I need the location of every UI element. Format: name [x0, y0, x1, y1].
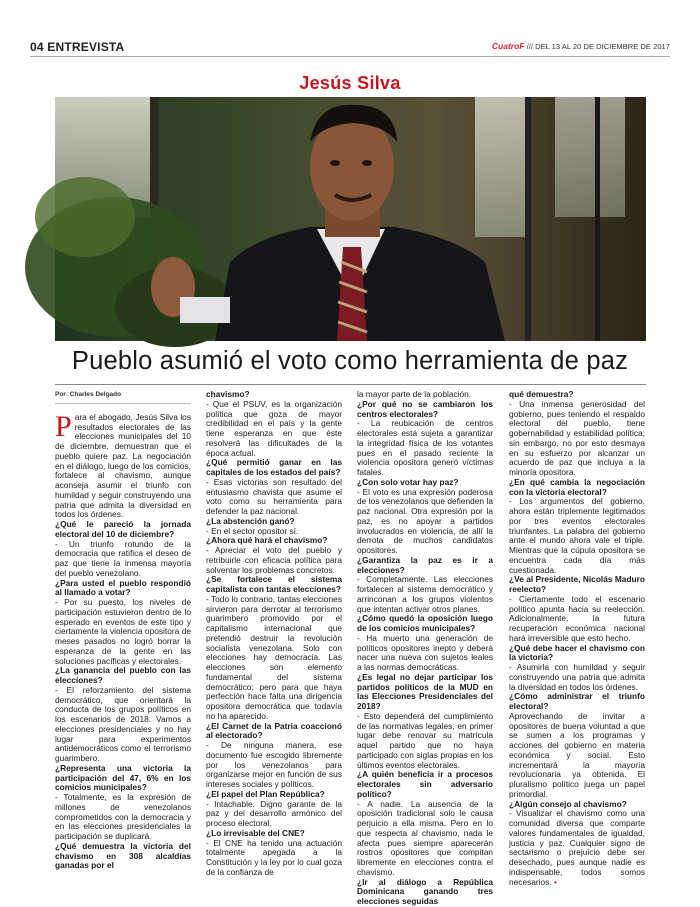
interview-answer: - Completamente. Las elecciones fortalecen al sistema democrático y arrinconan a los grupos violentos que intentan activar otros planes.	[357, 574, 493, 614]
interview-question: ¿En qué cambia la negociación con la victoria electoral?	[509, 476, 645, 497]
interview-answer: - El CNE ha tenido una actuación totalmente apegada a la Constitución y la ley por lo cual goza de la confianza de	[206, 837, 342, 877]
article-column-3	[357, 389, 493, 906]
interview-answer: - Todo lo contrario, tantas elecciones sirvieron para derrotar al terrorismo guarimbero promovido por el capitalismo internacional que pretendió destruir la revolución socialista venezolana. Solo con elecciones hay democracia. Las elecciones son elemento fundamental del sistema democrático; pero para que haya perfección hace falta una dirigencia opositora democrática que todavía no ha aparecido.	[206, 593, 342, 721]
article-body	[55, 389, 646, 906]
interview-answer: - A nadie. La ausencia de la oposición tradicional solo le causa perjuicio a ella misma. Pero en lo que respecta al chavismo, nada le afecta pues siempre aparecerán rostros opositores que compitan libremente en elecciones contra el chavismo.	[357, 798, 493, 877]
portrait-illustration	[55, 97, 646, 341]
interview-answer: - El voto es una expresión poderosa de los venezolanos que defienden la paz nacional. Otra expresión por la paz, es no apoyar a partidos involucrados en violencia, de allí la derrota de muchos candidatos opositores.	[357, 486, 493, 555]
interview-question: ¿Con solo votar hay paz?	[357, 476, 459, 487]
interview-question: ¿Garantiza la paz es ir a elecciones?	[357, 554, 493, 575]
interview-question: ¿Es legal no dejar participar los partidos políticos de la MUD en las Elecciones Presidenciales del 2018?	[357, 671, 493, 711]
interview-question: ¿A quién beneficia ir a procesos electorales sin adversario político?	[357, 769, 493, 799]
interview-question: ¿El papel del Plan República?	[206, 788, 325, 799]
interview-question: ¿El Carnet de la Patria coaccionó al electorado?	[206, 720, 342, 741]
interview-question: ¿La ganancia del pueblo con las elecciones?	[55, 665, 191, 685]
page-header	[30, 40, 670, 57]
interview-answer: la mayor parte de la población.	[357, 389, 472, 399]
interview-answer: - La reubicación de centros electorales está sujeta a garantizar la integridad física de los votantes pues en el pasado reciente la violencia opositora generó víctimas fatales.	[357, 418, 493, 477]
interviewee-name: Jesús Silva	[299, 73, 401, 93]
interview-answer: - De ninguna manera, ese documento fue escogido libremente por los venezolanos para organizarse mejor en función de sus intereses sociales y políticos.	[206, 740, 342, 789]
headline: Pueblo asumió el voto como herramienta de paz	[71, 347, 629, 375]
article-column-2	[206, 389, 342, 877]
interview-answer: - Totalmente, es la expresión de millones de venezolanos comprometidos con la democracia y en las elecciones presidenciales la participación se duplicará.	[55, 792, 191, 841]
interview-answer: ara el abogado, Jesús Silva los resultados electorales de las elecciones municipales del 10 de diciembre, demuestran que el pueblo quiere paz. La negociación en el diálogo, luego de los comicios, fortalece al chavismo, aunque aconseja asumir el triunfo con humildad y seguir construyendo una patria que admita la diversidad en todos los órdenes.	[55, 411, 191, 520]
interviewee-photo	[55, 97, 646, 341]
interview-question: ¿Qué demuestra la victoria del chavismo en 308 alcaldías ganadas por el	[55, 840, 191, 871]
interview-answer: - Intachable. Digno garante de la paz y del desarrollo armónico del proceso electoral.	[206, 798, 342, 828]
interview-answer: - Que el PSUV, es la organización política que goza de mayor credibilidad en el país y la gente tiene esperanza en que éste resolverá las dificultades de la época actual.	[206, 398, 342, 458]
interview-answer: - Apreciar el voto del pueblo y retribuirle con eficacia política para solventar los problemas concretos.	[206, 545, 342, 575]
interview-question: ¿Ir al diálogo a República Dominicana ganando tres elecciones seguidas	[357, 876, 493, 906]
headline-divider	[55, 384, 646, 385]
interview-question: ¿Para usted el pueblo respondió al llamado a votar?	[55, 577, 191, 598]
interview-answer: - El reforzamiento del sistema democrático, que orientará la conducta de los grupos políticos en los escenarios de 2018. Vamos a elecciones presidenciales y no hay lugar para experimentos antidemocráticos como el terrorismo guarimbero.	[55, 684, 191, 763]
interview-answer: - Una inmensa generosidad del gobierno, pues teniendo el respaldo electoral del pueblo, tiene gobernabilidad y estabilidad política; sin embargo, no por esto desmaya en su esfuerzo por alcanzar un acuerdo de paz que incluya a la minoría opositora.	[509, 398, 645, 477]
interview-question: ¿Representa una victoria la participación del 47, 6% en los comicios municipales?	[55, 762, 191, 793]
interview-answer: - En el sector opositor sí.	[206, 525, 299, 536]
interview-question: ¿Algún consejo al chavismo?	[509, 798, 627, 809]
interview-question: qué demuestra?	[509, 389, 574, 399]
interview-answer: - Un triunfo rotundo de la democracia que ratifica el deseo de paz que tiene la inmensa mayoría del pueblo venezolano.	[55, 538, 191, 578]
issue-dateline	[492, 41, 670, 51]
interview-question: ¿Ahora qué hará el chavismo?	[206, 535, 328, 546]
interview-question: ¿Qué debe hacer el chavismo con la victoria?	[509, 642, 645, 663]
interview-question: ¿Ve al Presidente, Nicolás Maduro reelecto?	[509, 574, 645, 594]
interview-question: ¿Cómo quedó la oposición luego de los comicios municipales?	[357, 613, 493, 633]
interview-question: ¿Cómo administrar el triunfo electoral?	[509, 691, 645, 711]
interview-answer: - Asumirla con humildad y seguir construyendo una patria que admita la diversidad en todos los órdenes.	[509, 662, 645, 692]
publication-logo: CuatroF	[491, 41, 525, 51]
interview-answer: - Ciertamente todo el escenario político apunta hacia su reelección. Adicionalmente, la futura recuperación económica nacional hará irreversible que esto hecho.	[509, 593, 645, 643]
interview-answer: - Ha muerto una generación de políticos opositores inepto y deberá nacer una nueva con sujetos leales a las normas democráticas.	[357, 632, 493, 672]
interview-answer: - Esas victorias son resultado del entusiasmo chavista que asume el voto como su herramienta para defender la paz nacional.	[206, 476, 342, 516]
drop-cap: P	[55, 409, 72, 443]
interview-answer: - Visualizar el chavismo como una comunidad diversa que comparte valores fundamentales de igualdad, justicia y paz. Cualquier signo de sectarismo o prejuicio debe ser desechado, pues aunque nadie es indispensable, todos somos necesarios. •	[509, 808, 645, 887]
interview-question: ¿Qué le pareció la jornada electoral del 10 de diciembre?	[55, 519, 191, 539]
interview-question: ¿Lo irrevisable del CNE?	[206, 827, 305, 838]
article-column-4	[509, 389, 645, 887]
issue-date: /// DEL 13 AL 20 DE DICIEMBRE DE 2017	[526, 42, 670, 51]
interview-answer: - Por su puesto, los niveles de participación estuvieron dentro de lo esperado en eventos de este tipo y ciertamente la violencia opositora de meses pasados no logró borrar la esperanza de la gente en las soluciones pacíficas y electorales.	[55, 597, 191, 666]
interview-question: ¿La abstención ganó?	[206, 515, 295, 526]
interview-question: chavismo?	[206, 389, 250, 399]
interview-answer: Aprovechando de invitar a opositores de buena voluntad a que se sumen a los programas y acciones del gobierno en materia económica y social. Esto incrementará la mayoría revolucionaria ya obtenida. El pluralismo político juega un papel primordial.	[509, 710, 645, 799]
byline: Por: Charles Delgado	[55, 390, 191, 404]
interview-answer: - Esto dependerá del cumplimiento de las normativas legales, en primer lugar debe renovar su matrícula aquel partido que no haya participado con siglas propias en los últimos eventos electorales.	[357, 710, 493, 770]
interview-question: ¿Por qué no se cambiaron los centros electorales?	[357, 398, 493, 419]
interview-answer: - Los argumentos del gobierno, ahora están triplemente legitimados por tres eventos electorales triunfantes. La palabra del gobierno ante el mundo ahora vale el triple. Mientras que la cúpula opositora se encuentra cada día más cuestionada.	[509, 496, 645, 575]
article-column-1	[55, 390, 191, 871]
end-mark: •	[551, 876, 557, 887]
interview-question: ¿Se fortalece el sistema capitalista con tantas elecciones?	[206, 574, 342, 594]
interview-question: ¿Qué permitió ganar en las capitales de los estados del país?	[206, 457, 342, 477]
section-label: 04 ENTREVISTA	[30, 40, 125, 54]
